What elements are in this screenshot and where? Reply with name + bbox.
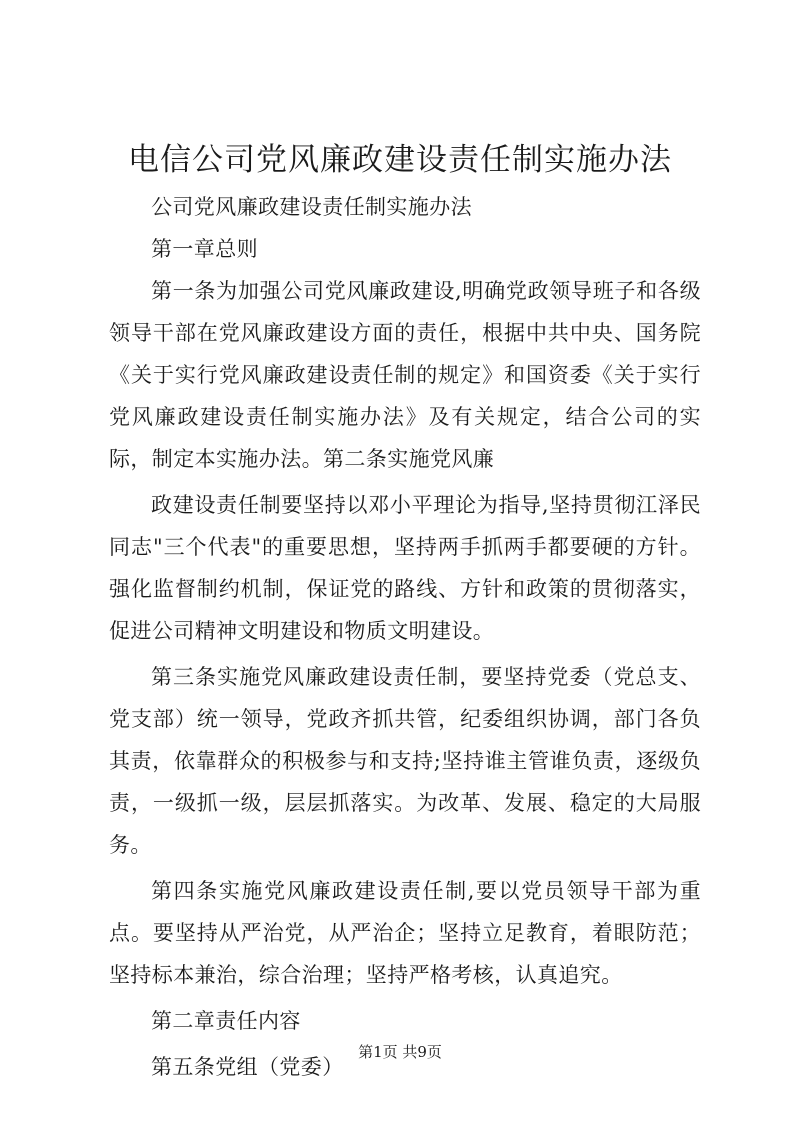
body-paragraph: 第四条实施党风廉政建设责任制,要以党员领导干部为重点。要坚持从严治党，从严治企；坚持立足教育，着眼防范；坚持标本兼治，综合治理；坚持严格考核，认真追究。 bbox=[109, 879, 701, 987]
body-paragraph: 第五条党组（党委） bbox=[151, 1055, 344, 1079]
page-number-footer: 第1页 共9页 bbox=[358, 1043, 442, 1061]
body-paragraph: 政建设责任制要坚持以邓小平理论为指导,坚持贯彻江泽民同志"三个代表"的重要思想，坚持两手抓两手都要硬的方针。强化监督制约机制，保证党的路线、方针和政策的贯彻落实，促进公司精神文明建设和物质文明建设。 bbox=[109, 493, 701, 643]
subtitle-paragraph: 公司党风廉政建设责任制实施办法 bbox=[151, 195, 472, 219]
document-title: 电信公司党风廉政建设责任制实施办法 bbox=[128, 142, 672, 178]
document-body bbox=[109, 186, 701, 1088]
body-paragraph: 第一条为加强公司党风廉政建设,明确党政领导班子和各级领导干部在党风廉政建设方面的责任，根据中共中央、国务院《关于实行党风廉政建设责任制的规定》和国资委《关于实行党风廉政建设责任制实施办法》及有关规定，结合公司的实际，制定本实施办法。第二条实施党风廉 bbox=[109, 279, 701, 471]
body-paragraph: 第三条实施党风廉政建设责任制，要坚持党委（党总支、党支部）统一领导，党政齐抓共管，纪委组织协调，部门各负其责，依靠群众的积极参与和支持;坚持谁主管谁负责，逐级负责，一级抓一级，层层抓落实。为改革、发展、稳定的大局服务。 bbox=[109, 665, 701, 857]
chapter-heading: 第二章责任内容 bbox=[151, 1009, 301, 1033]
chapter-heading: 第一章总则 bbox=[151, 237, 258, 261]
